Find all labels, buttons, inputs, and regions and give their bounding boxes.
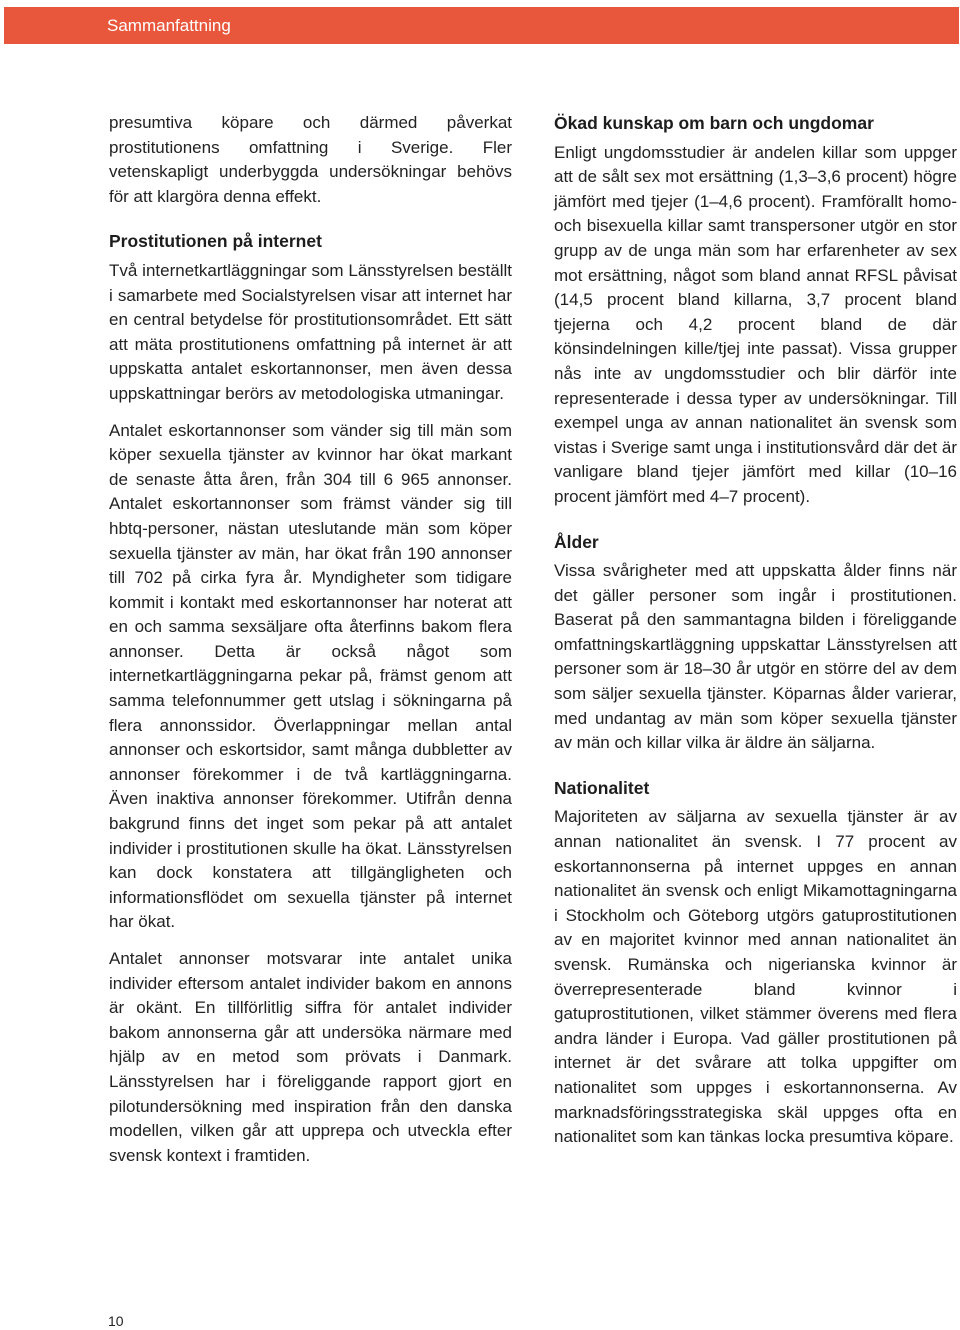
section-header-bar xyxy=(4,7,959,44)
paragraph: presumtiva köpare och därmed påverkat prostitutionens omfattning i Sverige. Fler vetenskapligt underbyggda undersökningar behövs för att klargöra denna effekt. xyxy=(109,113,512,206)
section-heading: Ökad kunskap om barn och ungdomar xyxy=(554,113,874,133)
right-column xyxy=(554,111,957,1162)
paragraph: Enligt ungdomsstudier är andelen killar som uppger att de sålt sex mot ersättning (1,3–3,6 procent) högre jämfört med tjejer (1–4,6 procent). Framförallt homo- och bisexuella killar samt transpersoner utgör en stor grupp av de unga män som har erfarenheter av sex mot ersättning, något som bland annat RFSL påvisat (14,5 procent bland killarna, 3,7 procent bland tjejerna och 4,2 procent bland de där könsindelningen kille/tjej inte passat). Vissa grupper nås inte av ungdomsstudier och blir därför inte representerade i dessa typer av undersökningar. Till exempel unga av annan nationalitet än svensk som vistas i Sverige samt unga i institutionsvård där det är vanligare bland tjejer jämfört med killar (10–16 procent jämfört med 4–7 procent). xyxy=(554,142,957,506)
paragraph: Majoriteten av säljarna av sexuella tjänster är av annan nationalitet än svensk. I 77 procent av eskortannonserna på internet uppges en annan nationalitet än svensk och enligt Mikamottagningarna i Stockholm och Göteborg utgörs gatuprostitutionen av en majoritet kvinnor med annan nationalitet än svensk. Rumänska och nigerianska kvinnor är överrepresenterade bland kvinnor i gatuprostitutionen, vilket stämmer överens med flera andra länder i Europa. Vad gäller prostitutionen på internet är det svårare att tolka uppgifter om nationalitet som uppges i eskortannonserna. Av marknadsföringsstrategiska skäl uppges ofta en nationalitet som kan tänkas locka presumtiva köpare. xyxy=(554,807,957,1147)
section-heading: Nationalitet xyxy=(554,777,650,798)
paragraph: Vissa svårigheter med att uppskatta ålder finns när det gäller personer som ingår i prostitutionen. Baserat på den sammantagna bilden i föreliggande omfattningskartläggning uppskattar Länsstyrelsen att personer som är 18–30 år utgör en större del av dem som säljer sexuella tjänster. Köparnas ålder varierar, med undantag av män som köper sexuella tjänster av män och killar vilka är äldre än säljarna. xyxy=(554,561,957,753)
paragraph: Antalet annonser motsvarar inte antalet unika individer eftersom antalet individer bakom en annons är okänt. En tillförlitlig siffra för antalet individer bakom annonserna går att undersöka närmare med hjälp av en metod som prövats i Danmark. Länsstyrelsen har i föreliggande rapport gjort en pilotundersökning med inspiration från den danska modellen, vilken går att upprepa och utveckla efter svensk kontext i framtiden. xyxy=(109,949,512,1165)
paragraph: Två internetkartläggningar som Länsstyrelsen beställt i samarbete med Socialstyrelsen visar att internet har en central betydelse för prostitutionsområdet. Ett sätt att mäta prostitutionens omfattning på internet är att uppskatta antalet eskortannonser, men även dessa uppskattningar berörs av metodologiska utmaningar. xyxy=(109,260,512,403)
section-heading: Ålder xyxy=(554,531,599,552)
left-column xyxy=(109,111,512,1180)
section-heading: Prostitutionen på internet xyxy=(109,231,322,252)
page-number: 10 xyxy=(108,1313,124,1329)
section-title: Sammanfattning xyxy=(107,16,231,35)
paragraph: Antalet eskortannonser som vänder sig till män som köper sexuella tjänster av kvinnor har ökat markant de senaste åtta åren, från 304 till 6 965 annonser. Antalet eskortannonser som främst vänder sig till hbtq-personer, nästan uteslutande män som köper sexuella tjänster av män, har ökat från 190 annonser till 702 på cirka fyra år. Myndigheter som tidigare kommit i kontakt med eskortannonser har noterat att en och samma sexsäljare ofta återfinns bakom flera annonser. Detta är också något som internetkartläggningarna pekar på, främst genom att samma telefonnummer gett utslag i sökningarna på flera annonssidor. Överlappningar mellan antal annonser och eskortsidor, samt många dubbletter av annonser förekommer i de två kartläggningarna. Även inaktiva annonser förekommer. Utifrån denna bakgrund finns det inget som pekar på att antalet individer i prostitutionen skulle ha ökat. Länsstyrelsen kan dock konstatera att tillgängligheten och informationsflödet om sexuella tjänster på internet har ökat. xyxy=(109,420,512,932)
